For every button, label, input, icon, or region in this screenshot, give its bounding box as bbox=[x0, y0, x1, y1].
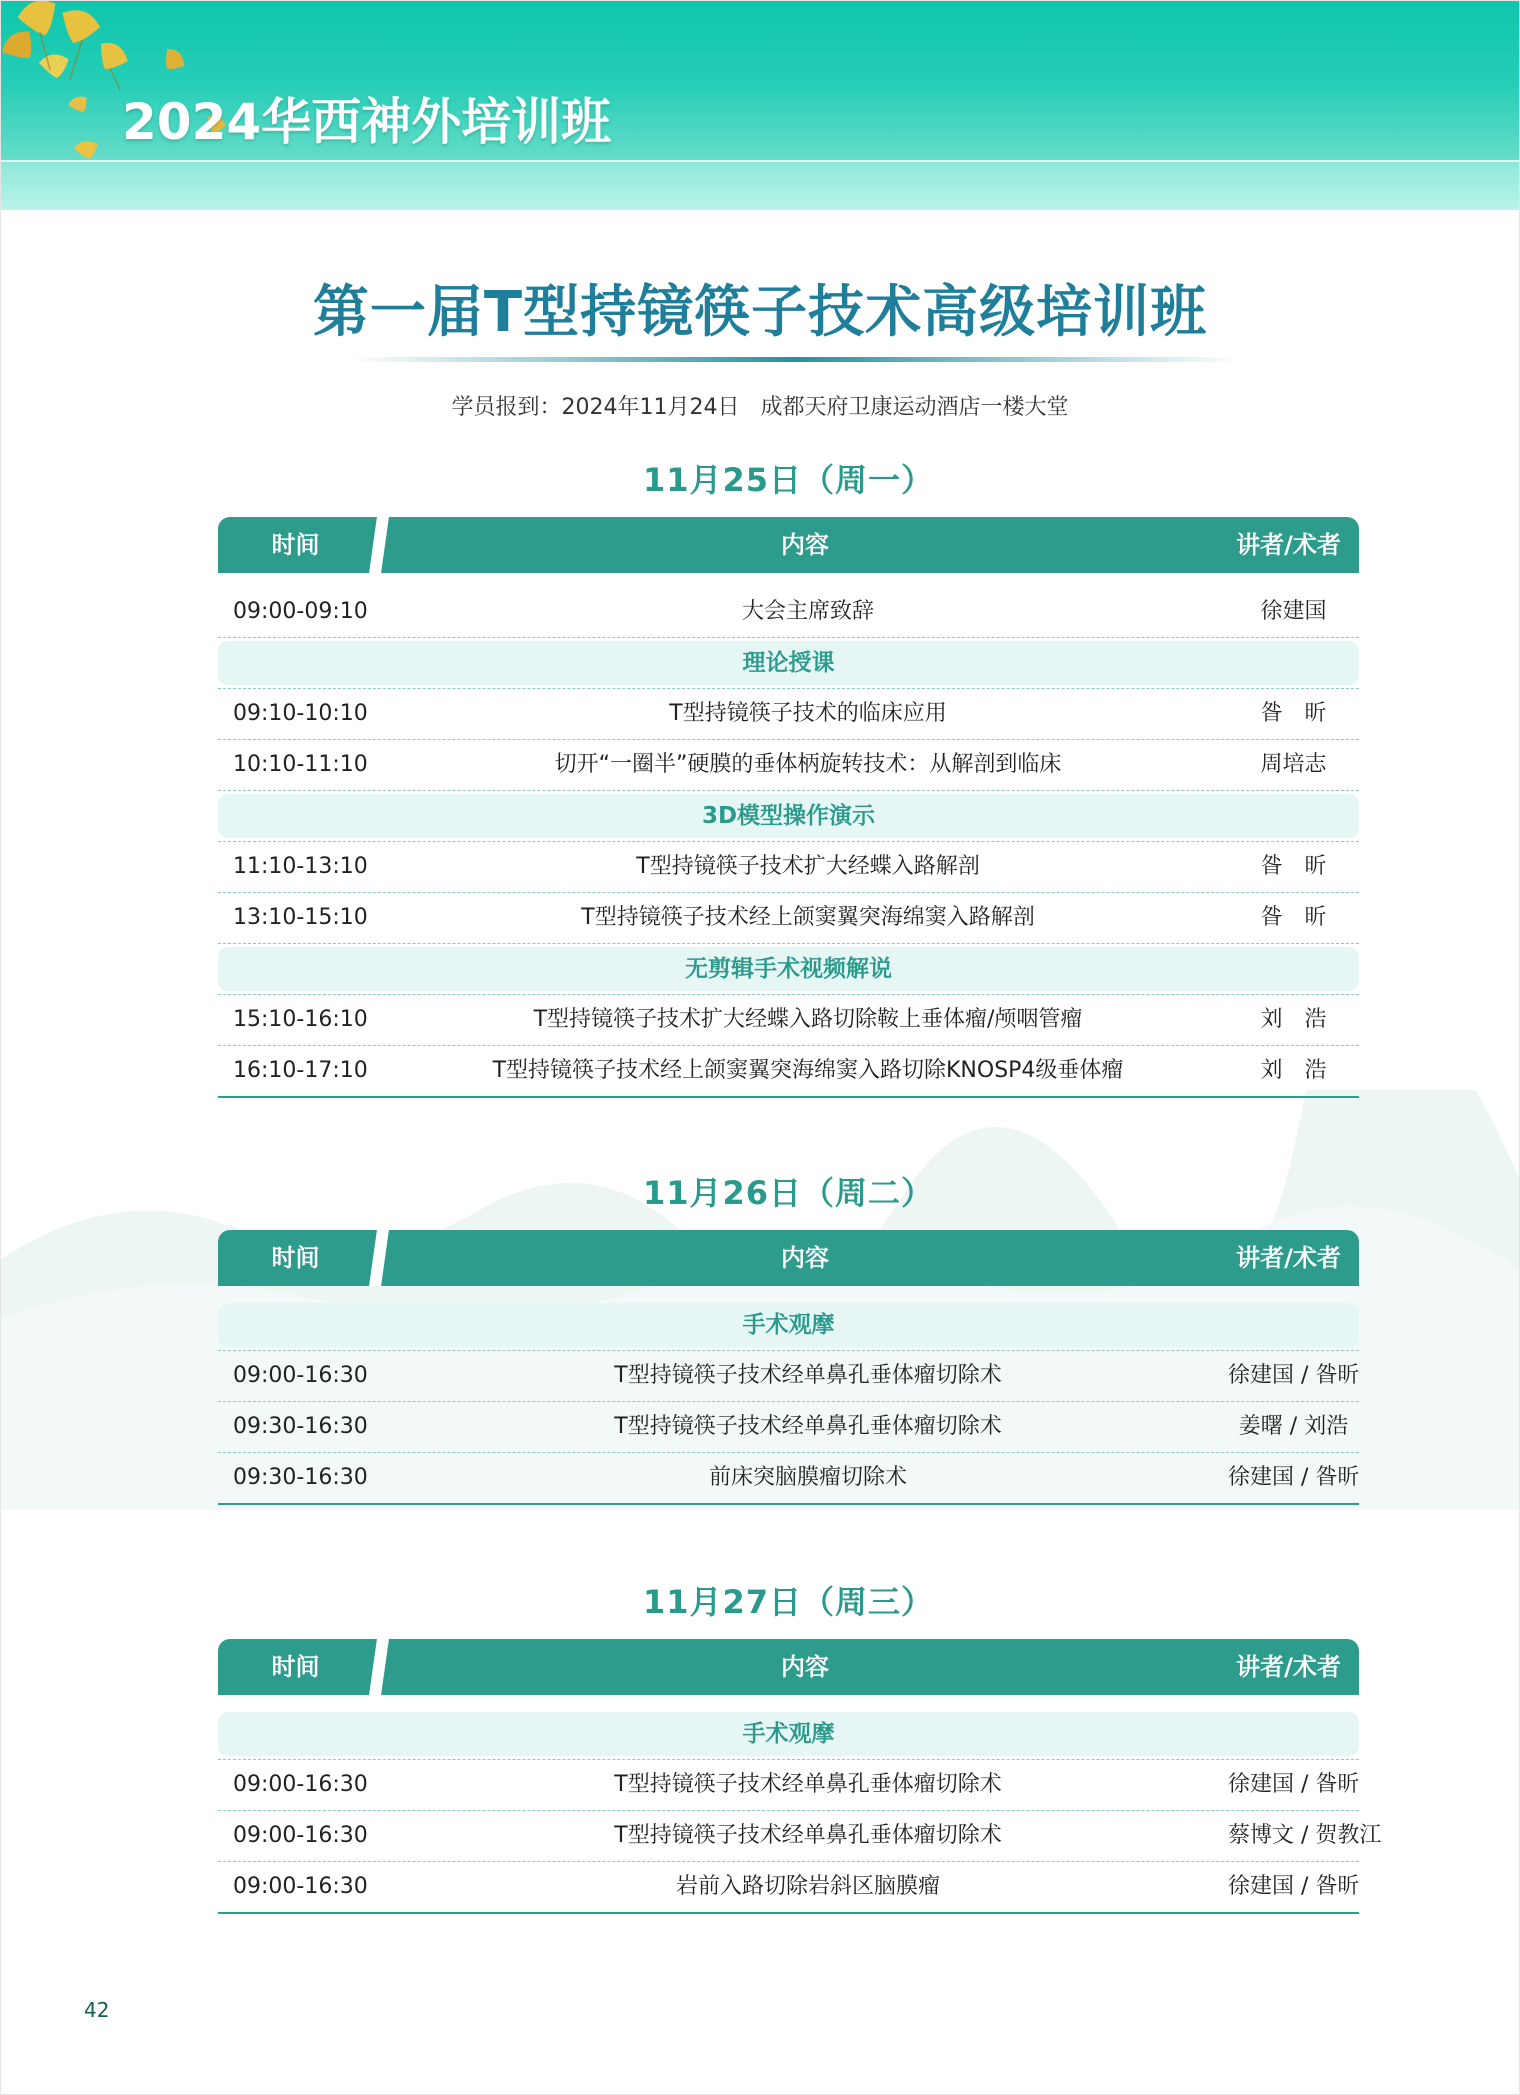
table-row bbox=[218, 1760, 1359, 1811]
content-cell: 切开“一圈半”硬膜的垂体柄旋转技术：从解剖到临床 bbox=[554, 752, 1062, 777]
day-title: 11月26日（周二） bbox=[642, 1174, 935, 1212]
speaker-cell: 刘 浩 bbox=[1260, 1058, 1327, 1083]
speaker-cell: 徐建国 / 昝昕 bbox=[1228, 1363, 1360, 1388]
column-header-time: 时间 bbox=[271, 531, 320, 559]
content-cell: T型持镜筷子技术的临床应用 bbox=[669, 701, 947, 726]
table-body bbox=[218, 1286, 1359, 1505]
day-title: 11月25日（周一） bbox=[642, 461, 935, 499]
day-schedule-2 bbox=[218, 1168, 1359, 1505]
content-cell: T型持镜筷子技术经单鼻孔垂体瘤切除术 bbox=[614, 1823, 1002, 1848]
column-header-time: 时间 bbox=[271, 1653, 320, 1681]
time-cell: 11:10-13:10 bbox=[233, 854, 368, 879]
section-label: 无剪辑手术视频解说 bbox=[218, 947, 1359, 991]
table-row bbox=[218, 689, 1359, 740]
time-cell: 15:10-16:10 bbox=[233, 1007, 368, 1032]
day-schedule-1 bbox=[218, 455, 1359, 1098]
time-cell: 09:30-16:30 bbox=[233, 1465, 368, 1490]
speaker-cell: 姜曙 / 刘浩 bbox=[1238, 1414, 1349, 1439]
table-row bbox=[218, 740, 1359, 791]
time-cell: 09:30-16:30 bbox=[233, 1414, 368, 1439]
content-cell: T型持镜筷子技术经单鼻孔垂体瘤切除术 bbox=[614, 1363, 1002, 1388]
column-header-content: 内容 bbox=[781, 1244, 829, 1272]
column-header-time: 时间 bbox=[271, 1244, 320, 1272]
column-header-speaker: 讲者/术者 bbox=[1236, 531, 1341, 559]
time-cell: 09:10-10:10 bbox=[233, 701, 368, 726]
table-row bbox=[218, 587, 1359, 638]
section-row bbox=[218, 1300, 1359, 1351]
content-cell: 岩前入路切除岩斜区脑膜瘤 bbox=[675, 1874, 940, 1899]
time-cell: 09:00-16:30 bbox=[233, 1772, 368, 1797]
table-row bbox=[218, 893, 1359, 944]
time-cell: 09:00-16:30 bbox=[233, 1823, 368, 1848]
speaker-cell: 徐建国 bbox=[1260, 599, 1327, 624]
registration-date: 学员报到：2024年11月24日 bbox=[451, 395, 740, 420]
speaker-cell: 昝 昕 bbox=[1260, 701, 1327, 726]
section-label: 手术观摩 bbox=[218, 1303, 1359, 1347]
table-header bbox=[218, 517, 1359, 573]
table-row bbox=[218, 1402, 1359, 1453]
main-title: 第一届T型持镜筷子技术高级培训班 bbox=[312, 280, 1208, 345]
column-header-speaker: 讲者/术者 bbox=[1236, 1244, 1341, 1272]
page-number: 42 bbox=[84, 1998, 110, 2022]
header-title: 2024华西神外培训班 bbox=[122, 93, 612, 151]
table-row bbox=[218, 1811, 1382, 1862]
title-underline bbox=[350, 357, 1240, 362]
content-cell: T型持镜筷子技术扩大经蝶入路切除鞍上垂体瘤/颅咽管瘤 bbox=[533, 1007, 1083, 1032]
content-cell: T型持镜筷子技术经上颌窦翼突海绵窦入路切除KNOSP4级垂体瘤 bbox=[492, 1058, 1124, 1083]
registration-location: 成都天府卫康运动酒店一楼大堂 bbox=[760, 395, 1069, 420]
section-row bbox=[218, 791, 1359, 842]
section-label: 手术观摩 bbox=[218, 1712, 1359, 1756]
column-header-content: 内容 bbox=[781, 1653, 829, 1681]
table-row bbox=[218, 1862, 1359, 1912]
table-body bbox=[218, 1695, 1382, 1914]
time-cell: 09:00-16:30 bbox=[233, 1874, 368, 1899]
speaker-cell: 周培志 bbox=[1260, 752, 1327, 777]
speaker-cell: 徐建国 / 昝昕 bbox=[1228, 1465, 1360, 1490]
section-row bbox=[218, 1709, 1359, 1760]
time-cell: 10:10-11:10 bbox=[233, 752, 368, 777]
speaker-cell: 昝 昕 bbox=[1260, 854, 1327, 879]
content-cell: T型持镜筷子技术经单鼻孔垂体瘤切除术 bbox=[614, 1772, 1002, 1797]
content-cell: 大会主席致辞 bbox=[741, 599, 874, 624]
table-header bbox=[218, 1639, 1359, 1695]
table-row bbox=[218, 1351, 1359, 1402]
section-row bbox=[218, 944, 1359, 995]
table-row bbox=[218, 995, 1359, 1046]
table-row bbox=[218, 1046, 1359, 1096]
content-cell: T型持镜筷子技术扩大经蝶入路解剖 bbox=[636, 854, 980, 879]
column-header-content: 内容 bbox=[781, 531, 829, 559]
time-cell: 09:00-09:10 bbox=[233, 599, 368, 624]
day-title: 11月27日（周三） bbox=[642, 1583, 935, 1621]
speaker-cell: 徐建国 / 昝昕 bbox=[1228, 1874, 1360, 1899]
time-cell: 13:10-15:10 bbox=[233, 905, 368, 930]
content-cell: T型持镜筷子技术经上颌窦翼突海绵窦入路解剖 bbox=[581, 905, 1035, 930]
content-cell: T型持镜筷子技术经单鼻孔垂体瘤切除术 bbox=[614, 1414, 1002, 1439]
speaker-cell: 刘 浩 bbox=[1260, 1007, 1327, 1032]
day-schedule-3 bbox=[218, 1577, 1382, 1914]
registration-info bbox=[0, 390, 1520, 421]
section-row bbox=[218, 638, 1359, 689]
section-label: 3D模型操作演示 bbox=[218, 794, 1359, 838]
column-header-speaker: 讲者/术者 bbox=[1236, 1653, 1341, 1681]
speaker-cell: 昝 昕 bbox=[1260, 905, 1327, 930]
speaker-cell: 徐建国 / 昝昕 bbox=[1228, 1772, 1360, 1797]
time-cell: 09:00-16:30 bbox=[233, 1363, 368, 1388]
table-row bbox=[218, 842, 1359, 893]
table-row bbox=[218, 1453, 1359, 1503]
table-body bbox=[218, 573, 1359, 1098]
content-cell: 前床突脑膜瘤切除术 bbox=[708, 1465, 907, 1490]
section-label: 理论授课 bbox=[218, 641, 1359, 685]
speaker-cell: 蔡博文 / 贺教江 bbox=[1228, 1823, 1382, 1848]
time-cell: 16:10-17:10 bbox=[233, 1058, 368, 1083]
table-header bbox=[218, 1230, 1359, 1286]
